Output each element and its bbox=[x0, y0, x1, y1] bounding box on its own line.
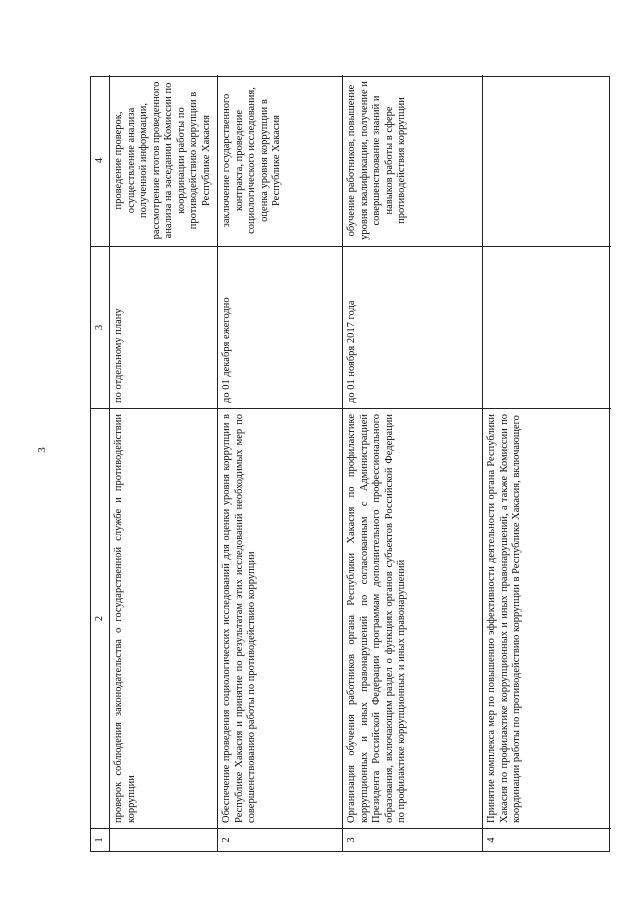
deadline-cell: до 01 ноября 2017 года bbox=[343, 247, 482, 409]
activity-cell: Обеспечение проведения социологических исследований для оценки уровня коррупции в Республике Хакасия и принятие по результатам этих исследований необходимых мер по совершенствованию работы по противодействию коррупции bbox=[218, 409, 342, 829]
result-cell: обучение работников, повышение уровня квалификации, получение и совершенствование знаний и навыков работы в сфере противодействия коррупции bbox=[343, 75, 482, 247]
activity-cell: Принятие комплекса мер по повышению эффективности деятельности органа Республики Хакасия по профилактике коррупционных и иных правонарушений, а также Комиссии по координации работы по противодействию коррупции в Республике Хакасия, включающего bbox=[483, 409, 611, 829]
row-number bbox=[110, 829, 217, 851]
header-col-2: 2 bbox=[91, 409, 109, 829]
table-row bbox=[482, 75, 611, 851]
table-row bbox=[109, 75, 217, 851]
header-col-3: 3 bbox=[91, 247, 109, 409]
result-cell: проведение проверок, осуществление анализа полученной информации, рассмотрение итогов проведенного анализа на заседании Комиссии по координации работы по противодействию коррупции в Республике Хакасия bbox=[110, 75, 217, 247]
table-row bbox=[342, 75, 482, 851]
deadline-cell bbox=[483, 247, 611, 409]
header-col-4: 4 bbox=[91, 75, 109, 247]
row-number: 4 bbox=[486, 837, 497, 843]
table-row bbox=[217, 75, 342, 851]
row-number: 3 bbox=[346, 837, 357, 843]
result-cell bbox=[483, 75, 611, 247]
page-number: 3 bbox=[36, 447, 48, 453]
deadline-cell: до 01 декабря ежегодно bbox=[218, 247, 342, 409]
result-cell: заключение государственного контракта, проведение социологического исследования, оценка уровня коррупции в Республике Хакасия bbox=[218, 75, 342, 247]
activity-cell: Организация обучения работников органа Республики Хакасия по профилактике коррупционных и иных правонарушений по согласованным с Администрацией Президента Российской Федерации программам дополнительного профессионального образования, включающим раздел о функциях органов субъектов Российской Федерации по профилактике коррупционных и иных правонарушений bbox=[343, 409, 482, 829]
table-header-row bbox=[91, 75, 109, 851]
anticorruption-plan-table bbox=[90, 76, 610, 852]
header-col-1: 1 bbox=[94, 837, 105, 843]
table-body bbox=[90, 76, 610, 852]
row-number: 2 bbox=[221, 837, 232, 843]
deadline-cell: по отдельному плану bbox=[110, 247, 217, 409]
activity-cell: проверок соблюдения законодательства о государственной службе и противодействии коррупции bbox=[110, 409, 217, 829]
